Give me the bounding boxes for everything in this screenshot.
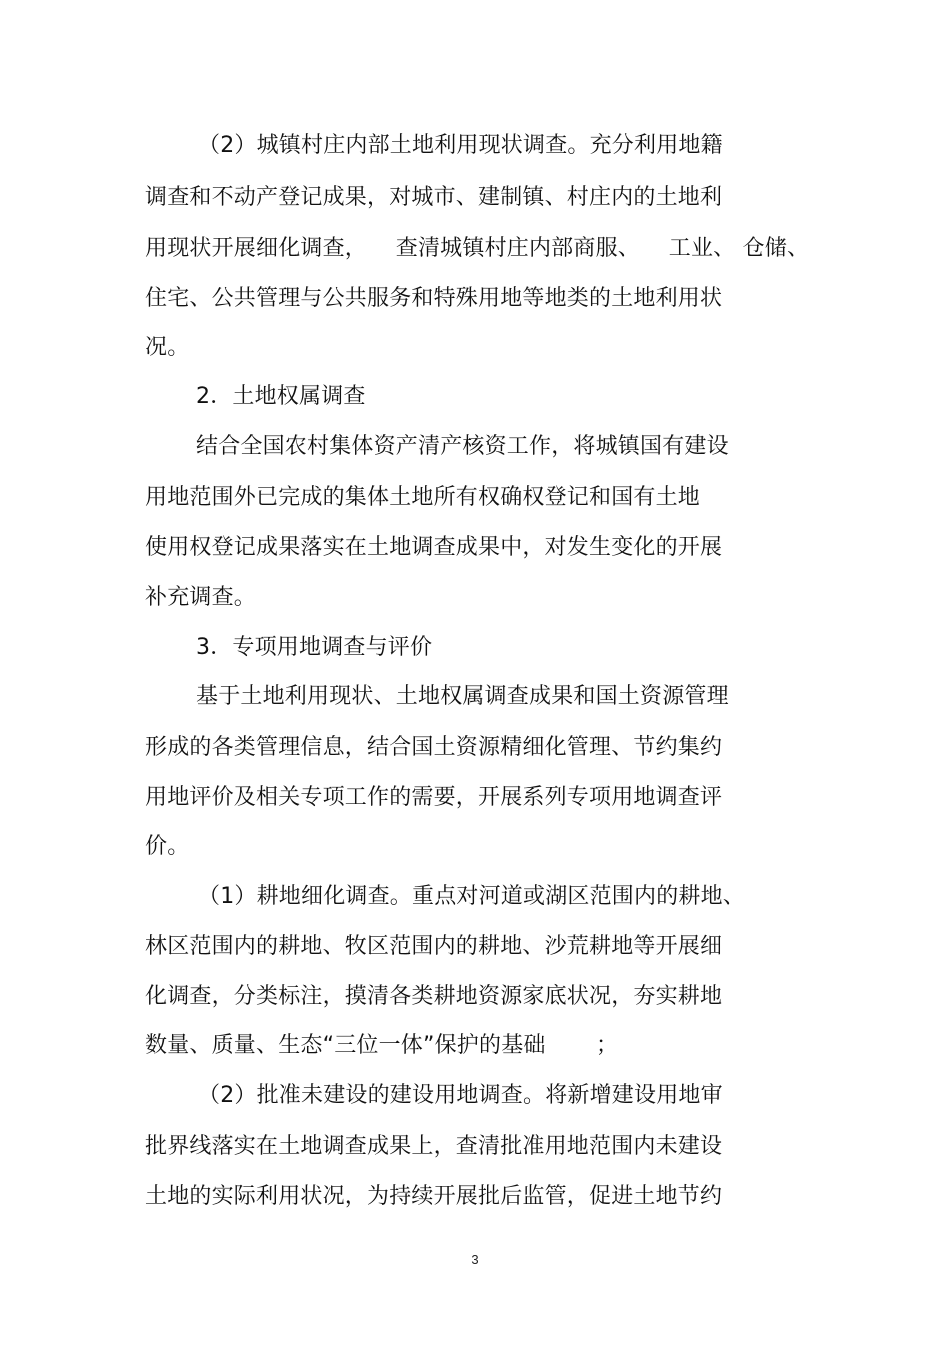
paragraph-line: （1）耕地细化调查。重点对河道或湖区范围内的耕地、: [198, 884, 745, 909]
section-heading: 2．土地权属调查: [196, 384, 366, 409]
page-number: 3: [471, 1252, 479, 1267]
paragraph-line: 形成的各类管理信息，结合国土资源精细化管理、节约集约: [145, 735, 723, 760]
paragraph-line: 批界线落实在土地调查成果上，查清批准用地范围内未建设: [145, 1134, 723, 1159]
paragraph-line: 住宅、公共管理与公共服务和特殊用地等地类的土地利用状: [145, 286, 723, 311]
section-heading: 3．专项用地调查与评价: [196, 635, 433, 660]
paragraph-line: 数量、质量、生态“三位一体”保护的基础 ；: [145, 1033, 619, 1058]
paragraph-line: 调查和不动产登记成果，对城市、建制镇、村庄内的土地利: [145, 185, 723, 210]
paragraph-line: 林区范围内的耕地、牧区范围内的耕地、沙荒耕地等开展细: [145, 934, 723, 959]
paragraph-line: 结合全国农村集体资产清产核资工作，将城镇国有建设: [196, 434, 729, 459]
paragraph-line: 化调查，分类标注，摸清各类耕地资源家底状况，夯实耕地: [145, 984, 723, 1009]
paragraph-line: 价。: [145, 834, 190, 859]
paragraph-line: 基于土地利用现状、土地权属调查成果和国土资源管理: [196, 684, 729, 709]
paragraph-line: 使用权登记成果落实在土地调查成果中，对发生变化的开展: [145, 535, 723, 560]
paragraph-line: （2）批准未建设的建设用地调查。将新增建设用地审: [198, 1083, 723, 1108]
paragraph-line: （2）城镇村庄内部土地利用现状调查。充分利用地籍: [198, 133, 723, 158]
paragraph-line: 土地的实际利用状况，为持续开展批后监管，促进土地节约: [145, 1184, 723, 1209]
paragraph-line: 补充调查。: [145, 585, 257, 610]
paragraph-line: 况。: [145, 335, 190, 360]
paragraph-line: 用地范围外已完成的集体土地所有权确权登记和国有土地: [145, 485, 701, 510]
paragraph-line: 用地评价及相关专项工作的需要，开展系列专项用地调查评: [145, 785, 723, 810]
paragraph-line: 用现状开展细化调查， 查清城镇村庄内部商服、 工业、 仓储、: [145, 236, 810, 261]
